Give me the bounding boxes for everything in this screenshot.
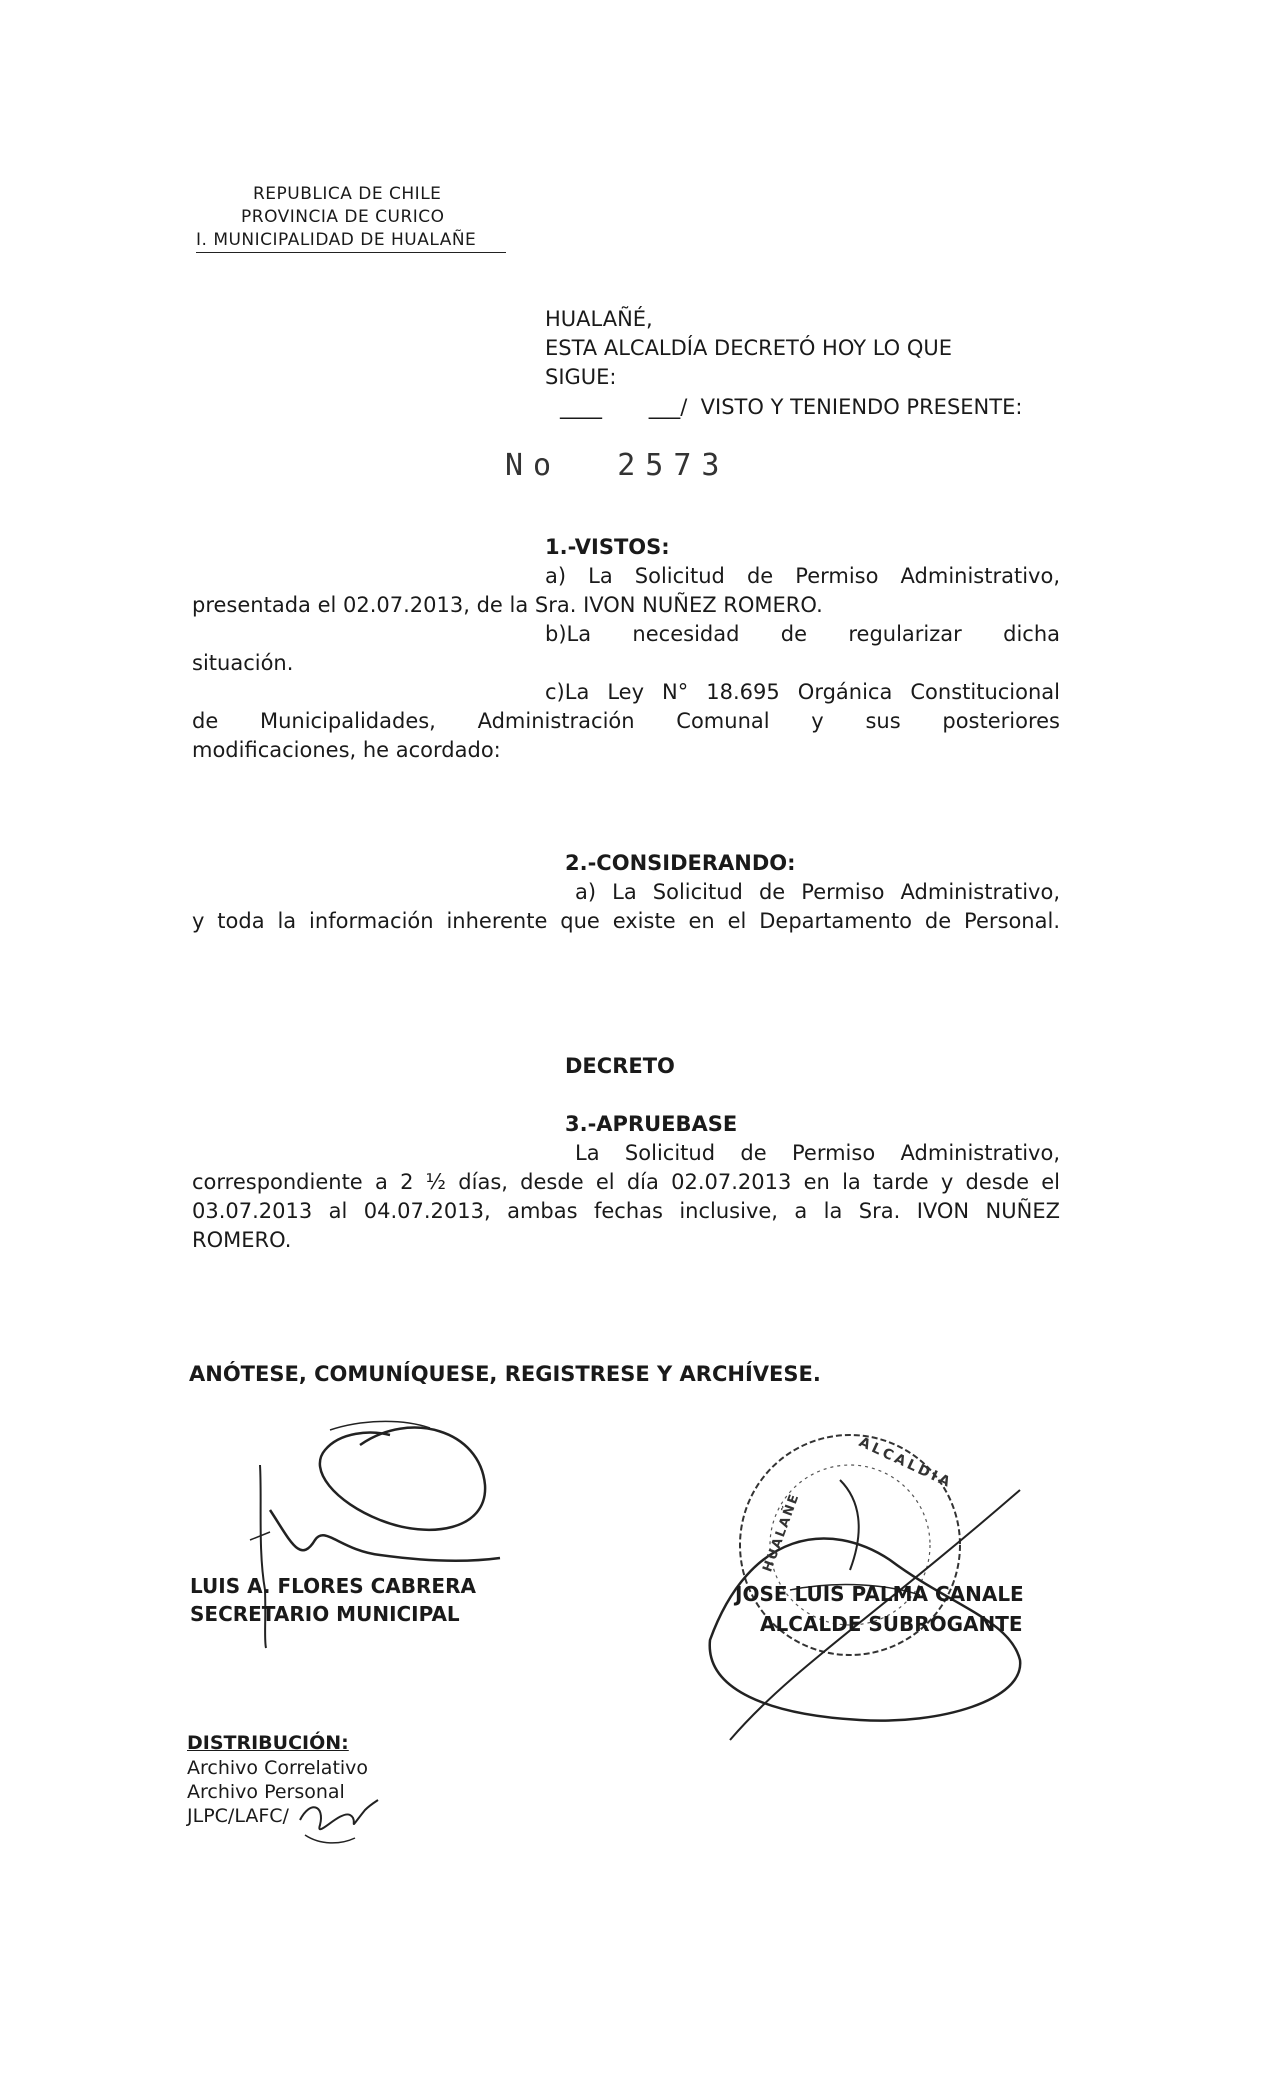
- decreto-heading: DECRETO: [565, 1054, 675, 1078]
- left-signer-title: SECRETARIO MUNICIPAL: [190, 1602, 460, 1626]
- vistos-b-line1: b)La necesidad de regularizar dicha: [545, 622, 1060, 646]
- header-municipality: I. MUNICIPALIDAD DE HUALAÑE: [196, 229, 506, 253]
- decree-number: No 2573: [505, 448, 730, 483]
- closing-formula: ANÓTESE, COMUNÍQUESE, REGISTRESE Y ARCHÍVESE.: [189, 1362, 821, 1386]
- vistos-b-line2: situación.: [192, 651, 294, 675]
- apruebase-heading: 3.-APRUEBASE: [565, 1112, 738, 1136]
- city-line: HUALAÑÉ,: [545, 307, 653, 331]
- stamp-label: ALCALDIA: [856, 1434, 956, 1492]
- vistos-heading: 1.-VISTOS:: [545, 535, 670, 559]
- distribution-heading: DISTRIBUCIÓN:: [187, 1732, 349, 1754]
- vistos-a-line2: presentada el 02.07.2013, de la Sra. IVON NUÑEZ ROMERO.: [192, 593, 823, 617]
- stamp-label-city: HUALAÑE: [760, 1490, 803, 1575]
- left-signer-name: LUIS A. FLORES CABRERA: [190, 1574, 476, 1598]
- vistos-c-line1: c)La Ley N° 18.695 Orgánica Constitucional: [545, 680, 1060, 704]
- vistos-a-line1: a) La Solicitud de Permiso Administrativo,: [545, 564, 1060, 588]
- decree-intro-sigue: SIGUE:: [545, 365, 617, 389]
- visto-line: ____ ___/ VISTO Y TENIENDO PRESENTE:: [560, 395, 1023, 419]
- distribution-item: Archivo Correlativo: [187, 1757, 369, 1779]
- apruebase-line1: La Solicitud de Permiso Administrativo,: [575, 1141, 1060, 1165]
- vistos-c-line2: de Municipalidades, Administración Comunal y sus posteriores: [192, 709, 1060, 733]
- right-signer-name: JOSE LUIS PALMA CANALE: [735, 1582, 1024, 1606]
- header-republic: REPUBLICA DE CHILE: [253, 184, 442, 204]
- considerando-a-line1: a) La Solicitud de Permiso Administrativo,: [575, 880, 1060, 904]
- apruebase-line4: ROMERO.: [192, 1228, 292, 1252]
- decree-intro-line: ESTA ALCALDÍA DECRETÓ HOY LO QUE: [545, 336, 953, 360]
- apruebase-line3: 03.07.2013 al 04.07.2013, ambas fechas inclusive, a la Sra. IVON NUÑEZ: [192, 1199, 1060, 1223]
- apruebase-line2: correspondiente a 2 ½ días, desde el día 02.07.2013 en la tarde y desde el: [192, 1170, 1060, 1194]
- considerando-heading: 2.-CONSIDERANDO:: [565, 851, 796, 875]
- header-province: PROVINCIA DE CURICO: [241, 207, 445, 227]
- initials-signature-icon: [290, 1790, 380, 1850]
- right-signer-title: ALCALDE SUBROGANTE: [760, 1612, 1023, 1636]
- considerando-a-line2: y toda la información inherente que existe en el Departamento de Personal.: [192, 909, 1060, 933]
- distribution-item: JLPC/LAFC/: [187, 1805, 289, 1827]
- vistos-c-line3: modificaciones, he acordado:: [192, 738, 501, 762]
- distribution-item: Archivo Personal: [187, 1781, 345, 1803]
